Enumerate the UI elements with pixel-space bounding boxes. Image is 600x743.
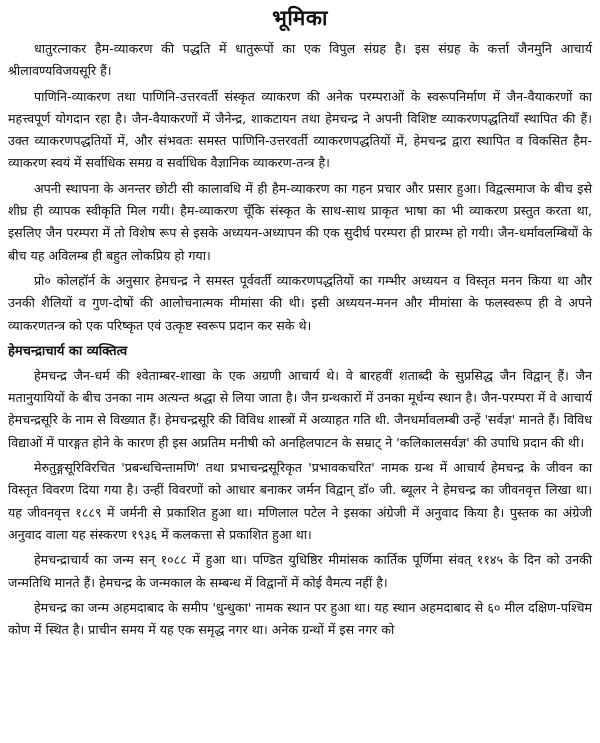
paragraph-section-4: हेमचन्द्र का जन्म अहमदाबाद के समीप 'धुन्धुका' नामक स्थान पर हुआ था। यह स्थान अहमदाबाद से ६० मील दक्षिण-पश्चिम कोण में स्थित है। प्राचीन समय में यह एक समृद्ध नगर था। अनेक ग्रन्थों में इस नगर को (8, 599, 592, 638)
paragraph-intro-2: पाणिनि-व्याकरण तथा पाणिनि-उत्तरवर्ती संस्कृत व्याकरण की अनेक परम्पराओं के स्वरूपनिर्माण में जैन-वैयाकरणों का महत्त्वपूर्ण योगदान रहा है। जैन-वैयाकरणों में जैनेन्द्र, शाकटायन तथा हेमचन्द्र ने अपनी विशिष्ट व्याकरणपद्धतियाँ स्थापित की हैं। उक्त व्याकरणपद्धतियों में, और संभवतः समस्त पाणिनि-उत्तरवर्ती व्याकरणपद्धतियों में, हेमचन्द्र द्वारा स्थापित व विकसित हैम-व्याकरण स्वयं में सर्वाधिक समग्र व सर्वाधिक वैज्ञानिक व्याकरण-तन्त्र है। (8, 88, 592, 171)
section-heading: हेमचन्द्राचार्य का व्यक्तित्व (8, 343, 128, 359)
paragraph-intro-4: प्रो० कोलहॉर्न के अनुसार हेमचन्द्र ने समस्त पूर्ववर्ती व्याकरणपद्धतियों का गम्भीर अध्ययन व विस्तृत मनन किया था और उनकी शैलियों व गुण-दोषों की आलोचनात्मक मीमांसा की थी। इसी अध्ययन-मनन और मीमांसा के फलस्वरूप ही वे अपने व्याकरणतन्त्र को एक परिष्कृत एवं उत्कृष्ट स्वरूप प्रदान कर सके थे। (8, 272, 592, 333)
paragraph-section-3: हेमचन्द्राचार्य का जन्म सन् १०८८ में हुआ था। पण्डित युधिष्ठिर मीमांसक कार्तिक पूर्णिमा संवत् ११४५ के दिन को उनकी जन्मतिथि मानते हैं। हेमचन्द्र के जन्मकाल के सम्बन्ध में विद्वानों में कोई वैमत्य नहीं है। (8, 552, 592, 590)
page-title: भूमिका (272, 6, 328, 30)
paragraph-intro-1: धातुरत्नाकर हैम-व्याकरण की पद्धति में धातुरूपों का एक विपुल संग्रह है। इस संग्रह के कर्त्ता जैनमुनि आचार्य श्रीलावण्यविजयसूरि हैं। (8, 41, 592, 79)
paragraph-section-2: मेरुतुङ्गसूरिविरचित 'प्रबन्धचिन्तामणि' तथा प्रभाचन्द्रसूरिकृत 'प्रभावकचरित' नामक ग्रन्थ में आचार्य हेमचन्द्र के जीवन का विस्तृत विवरण दिया गया है। उन्हीं विवरणों को आधार बनाकर जर्मन विद्वान् डॉ० जी. ब्यूलर ने हेमचन्द्र का जीवनवृत्त लिखा था। यह जीवनवृत्त १८८९ में जर्मनी से प्रकाशित हुआ था। मणिलाल पटेल ने इसका अंग्रेजी में अनुवाद किया है। पुस्तक का अंग्रेजी अनुवाद वाला यह संस्करण १९३६ में कलकत्ता से प्रकाशित हुआ था। (8, 460, 592, 542)
paragraph-section-1: हेमचन्द्र जैन-धर्म की श्वेताम्बर-शाखा के एक अग्रणी आचार्य थे। वे बारहवीं शताब्दी के सुप्रसिद्ध जैन विद्वान् हैं। जैन मतानुयायियों के बीच उनका नाम अत्यन्त श्रद्धा से लिया जाता है। जैन ग्रन्थकारों में उनका मूर्धन्य स्थान है। जैन-परम्परा में वे आचार्य हेमचन्द्रसूरि के नाम से विख्यात हैं। हेमचन्द्रसूरि की विविध शास्त्रों में अव्याहत गति थी. जैनधर्मावलम्बी उन्हें 'सर्वज्ञ' मानते हैं। विविध विद्याओं में पारङ्गत होने के कारण ही इस अप्रतिम मनीषी को अनहिलपाटन के सम्राट् ने 'कलिकालसर्वज्ञ' की उपाधि प्रदान की थी। (8, 367, 592, 450)
paragraph-intro-3: अपनी स्थापना के अनन्तर छोटी सी कालावधि में ही हैम-व्याकरण का गहन प्रचार और प्रसार हुआ। विद्वत्समाज के बीच इसे शीघ्र ही व्यापक स्वीकृति मिल गयी। हैम-व्याकरण चूँकि संस्कृत के साथ-साथ प्राकृत भाषा का भी व्याकरण प्रस्तुत करता था, इसलिए जैन परम्परा में तो विशेष रूप से इसके अध्ययन-अध्यापन की एक सुदीर्घ परम्परा ही प्रारम्भ हो गयी। जैन-धर्मावलम्बियों के बीच यह अविलम्ब ही बहुत लोकप्रिय हो गया। (8, 180, 592, 263)
